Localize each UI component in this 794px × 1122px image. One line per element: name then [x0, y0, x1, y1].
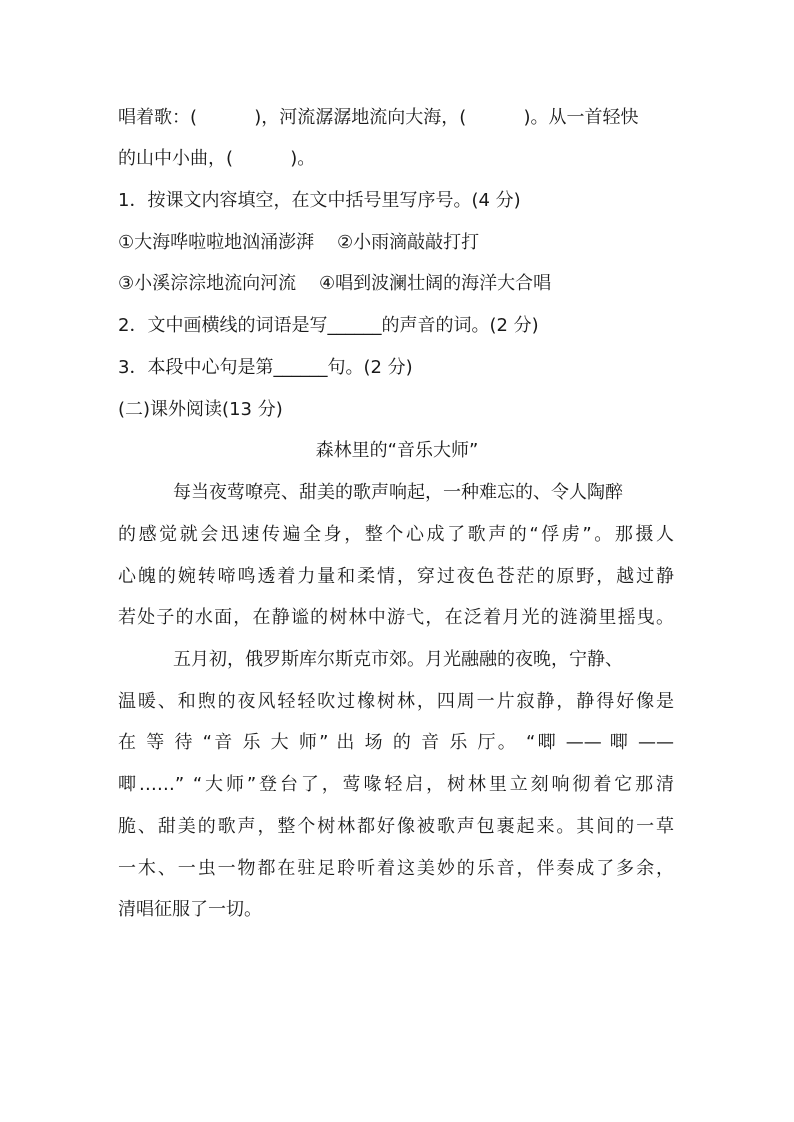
article-line: 唧……” “大师”登台了，莺喙轻启，树林里立刻响彻着它那清 [118, 774, 674, 795]
article-line: 清唱征服了一切。 [118, 899, 262, 920]
article-line: 脆、甜美的歌声，整个树林都好像被歌声包裹起来。其间的一草 [118, 816, 674, 837]
article-line: 温暖、和煦的夜风轻轻吹过橡树林，四周一片寂静，静得好像是 [118, 691, 674, 712]
passage-line-1: 唱着歌：( )，河流潺潺地流向大海，( )。从一首轻快 [118, 107, 639, 128]
article-line: 一木、一虫一物都在驻足聆听着这美妙的乐音，伴奏成了多余， [118, 858, 674, 879]
question-1-options-row-1: ①大海哗啦啦地汹涌澎湃 ②小雨滴敲敲打打 [118, 232, 480, 253]
article-line: 的感觉就会迅速传遍全身，整个心成了歌声的“俘虏”。那摄人 [118, 524, 674, 545]
passage-line-2: 的山中小曲，( )。 [118, 148, 316, 169]
section-heading: (二)课外阅读(13 分) [118, 399, 283, 420]
question-1: 1．按课文内容填空，在文中括号里写序号。(4 分) [118, 190, 521, 211]
article-line: 在 等 待 “音 乐 大 师” 出 场 的 音 乐 厅。 “唧 —— 唧 —— [118, 732, 674, 753]
question-2: 2．文中画横线的词语是写______的声音的词。(2 分) [118, 315, 539, 336]
article-line: 若处子的水面，在静谧的树林中游弋，在泛着月光的涟漪里摇曳。 [118, 607, 674, 628]
article-line: 心魄的婉转啼鸣透着力量和柔情，穿过夜色苍茫的原野，越过静 [118, 566, 674, 587]
article-line: 每当夜莺嘹亮、甜美的歌声响起，一种难忘的、令人陶醉 [173, 482, 623, 503]
question-1-options-row-2: ③小溪淙淙地流向河流 ④唱到波澜壮阔的海洋大合唱 [118, 273, 552, 294]
article-title: 森林里的“音乐大师” [315, 440, 479, 461]
question-3: 3．本段中心句是第______句。(2 分) [118, 357, 413, 378]
article-line: 五月初，俄罗斯库尔斯克市郊。月光融融的夜晚，宁静、 [173, 649, 623, 670]
